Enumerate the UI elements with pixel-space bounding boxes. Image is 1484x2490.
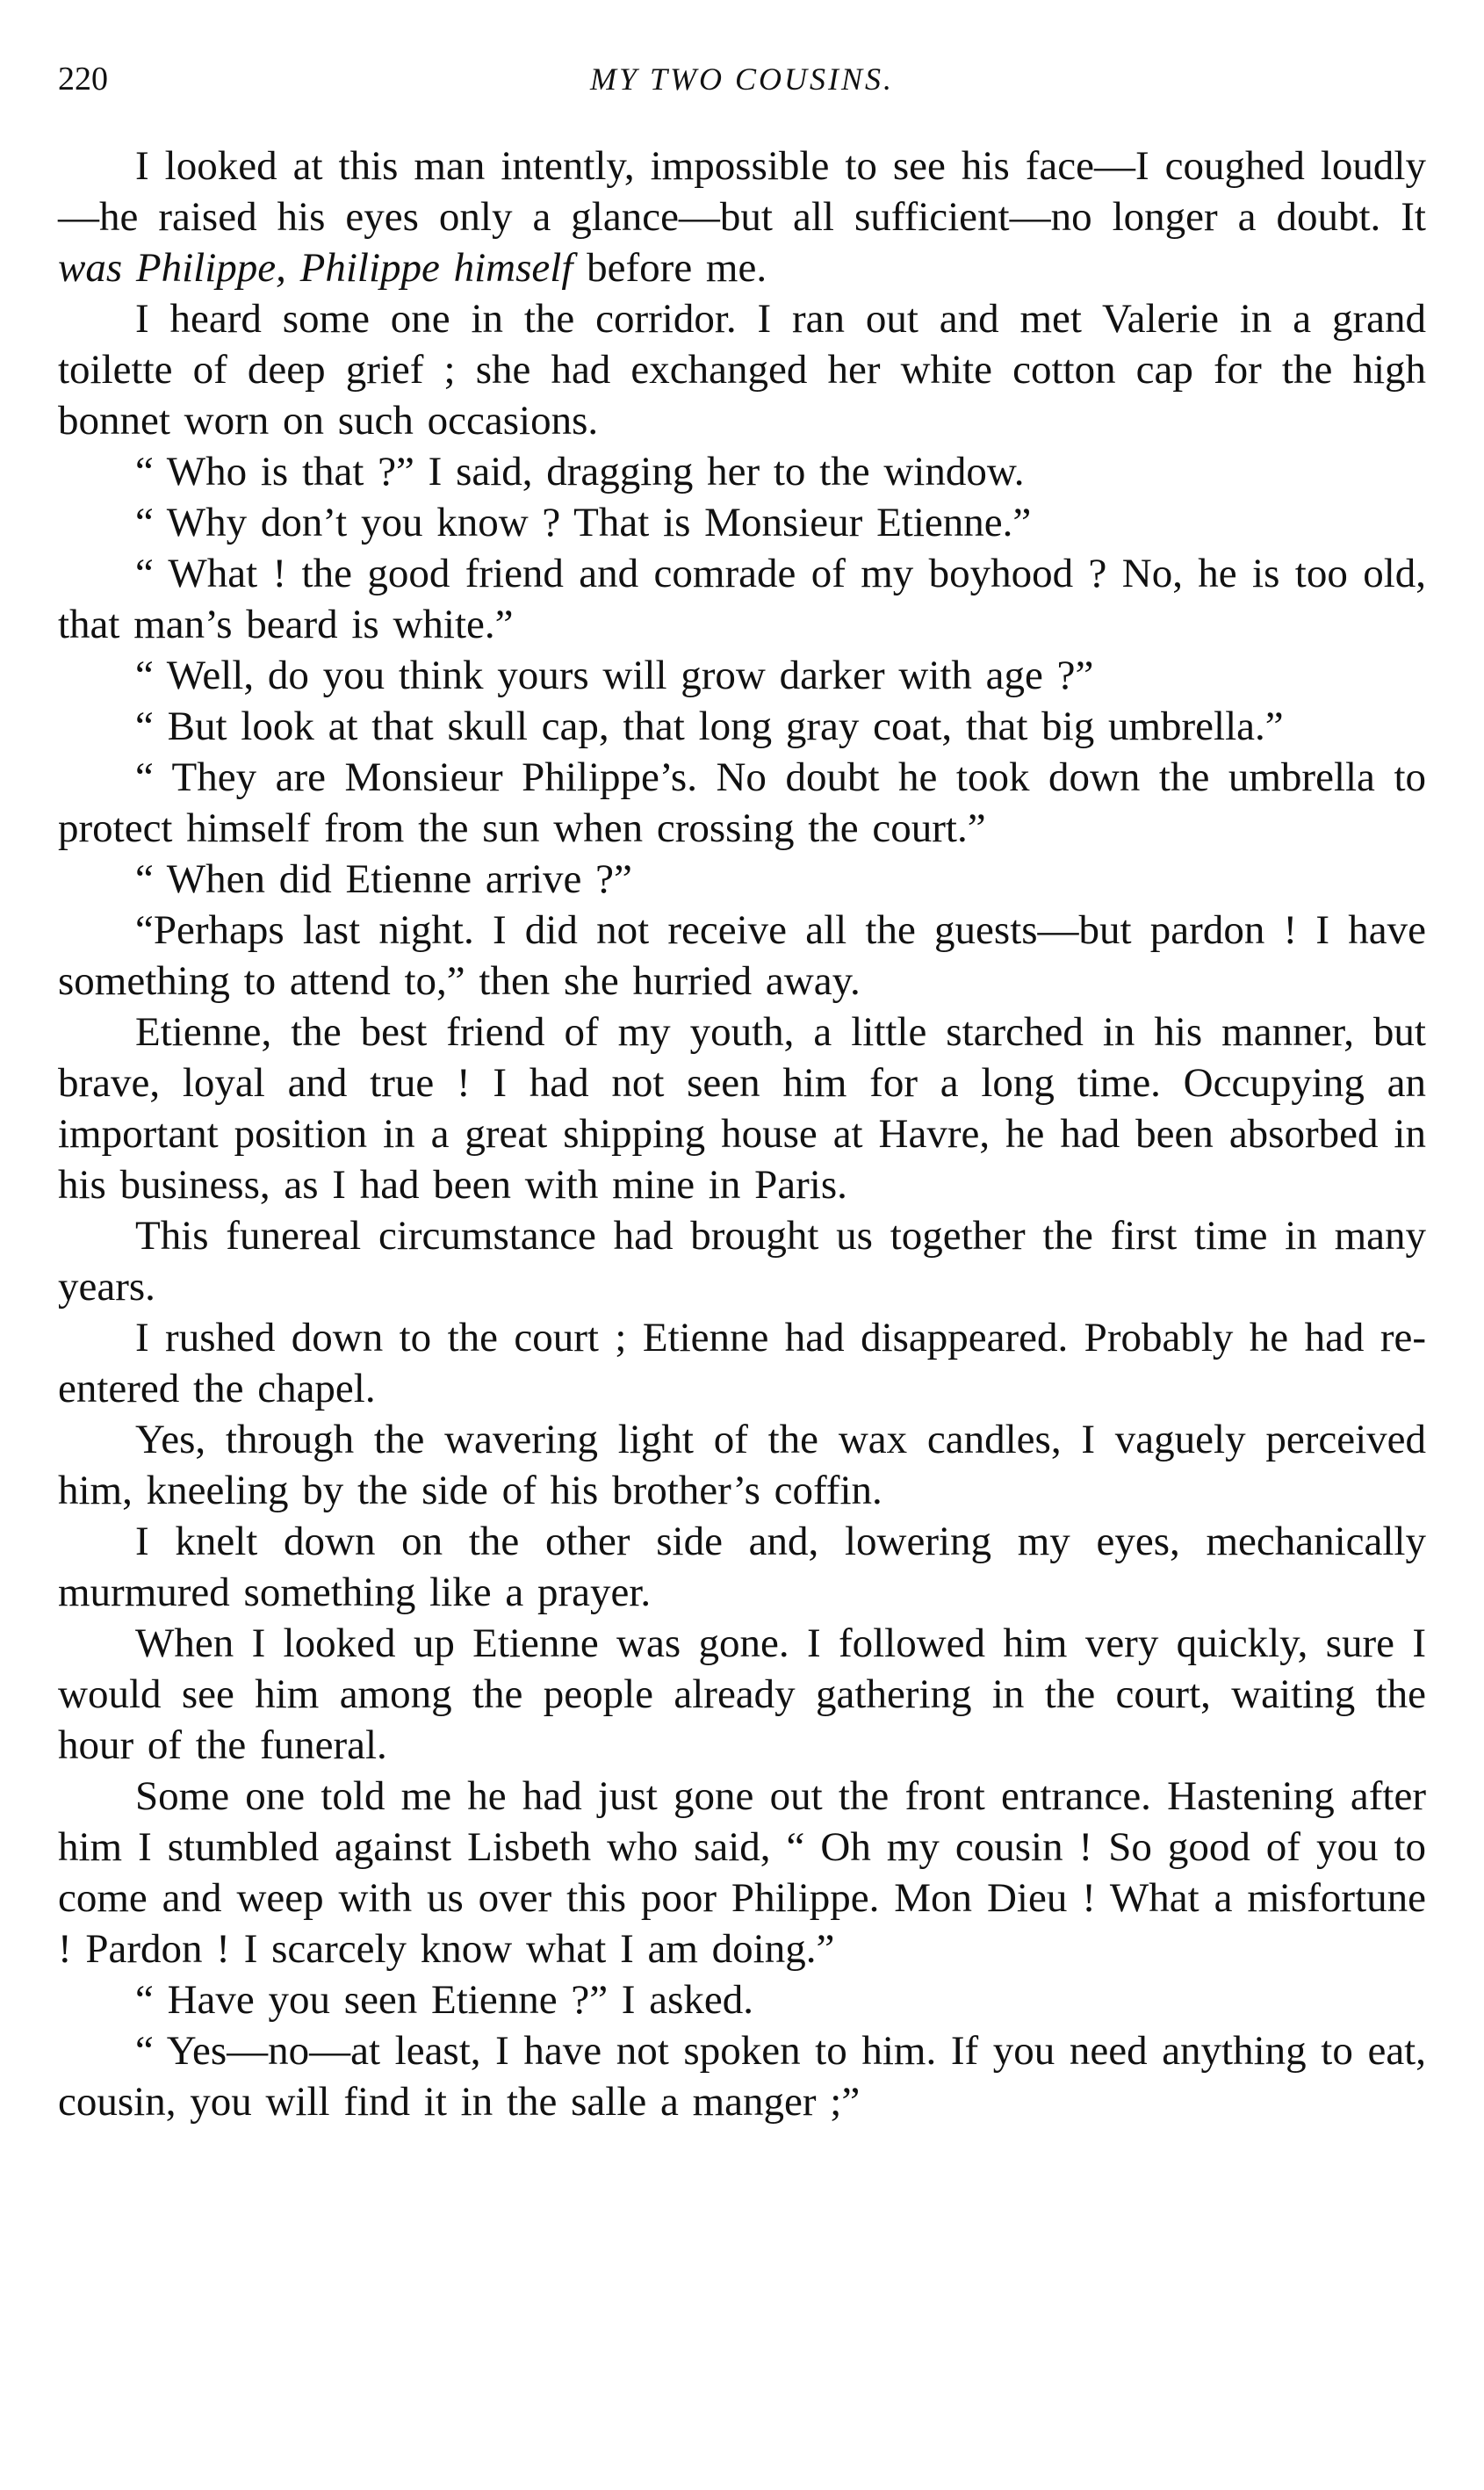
paragraph: “ Why don’t you know ? That is Monsieur Etienne.” xyxy=(135,500,1032,545)
italic-emphasis: was Philippe, Philippe himself xyxy=(58,245,573,291)
paragraph: “ They are Monsieur Philippe’s. No doubt he took down the umbrella to protect himself from the sun when crossing the court.” xyxy=(58,754,1426,851)
body-text xyxy=(58,141,1426,2127)
paragraph: “ What ! the good friend and comrade of my boyhood ? No, he is too old, that man’s beard is white.” xyxy=(58,551,1426,647)
paragraph: This funereal circumstance had brought us together the first time in many years. xyxy=(58,1213,1426,1310)
running-title: MY TWO COUSINS. xyxy=(589,61,895,97)
paragraph: “ Have you seen Etienne ?” I asked. xyxy=(135,1977,753,2023)
paragraph: Some one told me he had just gone out the front entrance. Hastening after him I stumbled against Lisbeth who said, “ Oh my cousin ! So good of you to come and weep with us over this poor Philippe. Mon Dieu ! What a misfortune ! Pardon ! I scarcely know what I am doing.” xyxy=(58,1773,1426,1972)
paragraph: I looked at this man intently, impossible to see his face—I coughed loudly—he raised his eyes only a glance—but all sufficient—no longer a doubt. It was Philippe, Philippe himself before me. xyxy=(58,143,1426,291)
paragraph: “ Well, do you think yours will grow darker with age ?” xyxy=(135,653,1094,698)
paragraph: I knelt down on the other side and, lowering my eyes, mechanically murmured something like a prayer. xyxy=(58,1519,1426,1615)
paragraph: Yes, through the wavering light of the wax candles, I vaguely perceived him, kneeling by the side of his brother’s coffin. xyxy=(58,1417,1426,1513)
paragraph: “ Yes—no—at least, I have not spoken to him. If you need anything to eat, cousin, you will find it in the salle a manger ;” xyxy=(58,2028,1426,2125)
paragraph: “ When did Etienne arrive ?” xyxy=(135,856,632,902)
page-header xyxy=(58,54,1426,104)
paragraph: I heard some one in the corridor. I ran out and met Valerie in a grand toilette of deep grief ; she had exchanged her white cotton cap for the high bonnet worn on such occasions. xyxy=(58,296,1426,444)
paragraph: When I looked up Etienne was gone. I followed him very quickly, sure I would see him among the people already gathering in the court, waiting the hour of the funeral. xyxy=(58,1620,1426,1768)
paragraph: “ But look at that skull cap, that long gray coat, that big umbrella.” xyxy=(135,704,1284,749)
paragraph: “Perhaps last night. I did not receive all the guests—but pardon ! I have something to attend to,” then she hurried away. xyxy=(58,907,1426,1004)
page-number: 220 xyxy=(58,61,108,97)
paragraph: Etienne, the best friend of my youth, a little starched in his manner, but brave, loyal and true ! I had not seen him for a long time. Occupying an important position in a great shipping house at Havre, he had been absorbed in his business, as I had been with mine in Paris. xyxy=(58,1009,1426,1208)
paragraph: I rushed down to the court ; Etienne had disappeared. Probably he had re-entered the chapel. xyxy=(58,1315,1426,1411)
book-page xyxy=(58,54,1426,2127)
paragraph: “ Who is that ?” I said, dragging her to the window. xyxy=(135,449,1025,494)
